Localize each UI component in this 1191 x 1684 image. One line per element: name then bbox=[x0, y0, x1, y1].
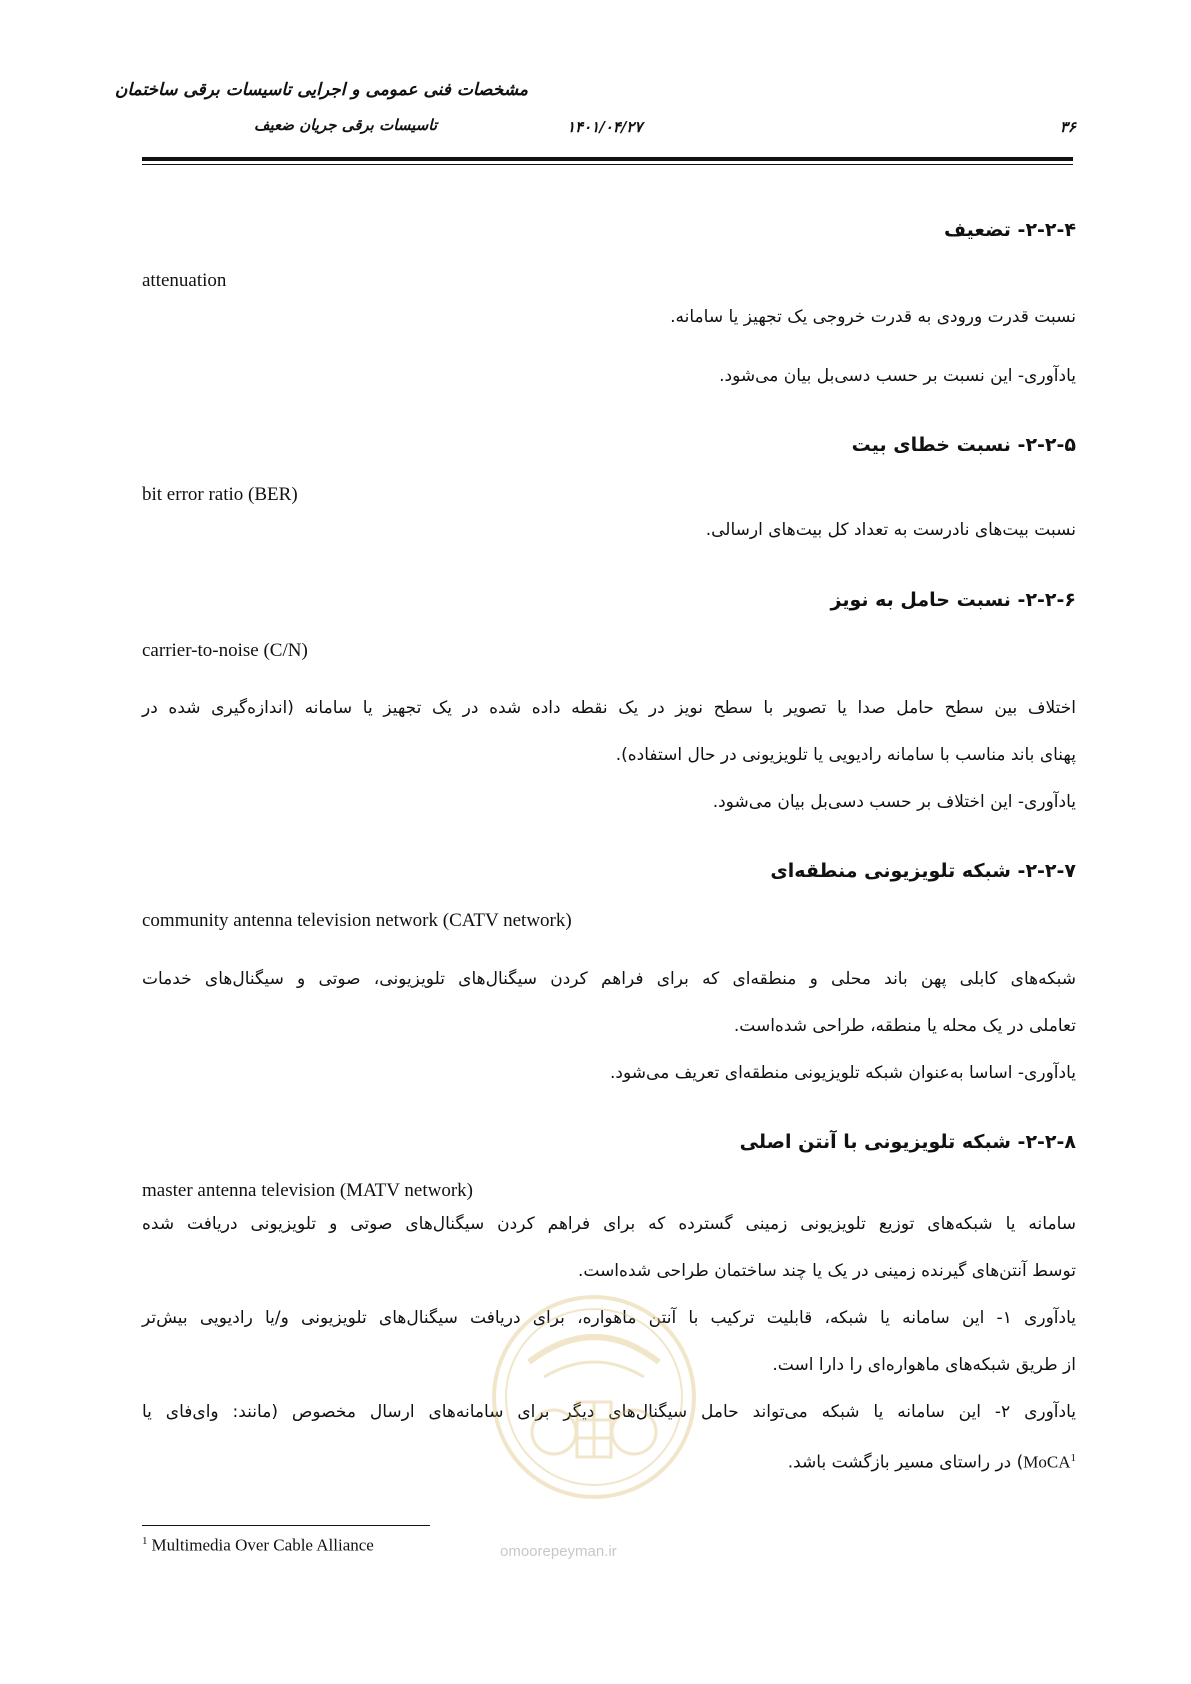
footnote-rule bbox=[142, 1525, 430, 1526]
note-line: یادآوری ۱- این سامانه یا شبکه، قابلیت ترکیب با آنتن ماهواره، برای دریافت سیگنال‌های تلویزیونی و/یا رادیویی بیش‌تر bbox=[142, 1308, 1076, 1328]
paragraph-line: اختلاف بین سطح حامل صدا یا تصویر با سطح نویز در یک نقطه داده شده در یک تجهیز یا سامانه (اندازه‌گیری شده در bbox=[142, 698, 1076, 718]
paragraph-line: نسبت قدرت ورودی به قدرت خروجی یک تجهیز یا سامانه. bbox=[670, 307, 1076, 327]
footnote bbox=[142, 1535, 374, 1556]
watermark-logo bbox=[489, 1292, 699, 1502]
document-title: مشخصات فنی عمومی و اجرایی تاسیسات برقی ساختمان bbox=[114, 80, 528, 100]
section-english-term: community antenna television network (CATV network) bbox=[142, 910, 572, 931]
section-english-term: carrier-to-noise (C/N) bbox=[142, 640, 308, 661]
paragraph-line: سامانه یا شبکه‌های توزیع تلویزیونی زمینی گسترده که برای فراهم کردن سیگنال‌های صوتی و تلویزیونی دریافت شده bbox=[142, 1214, 1076, 1234]
note-line-rest: ) در راستای مسیر بازگشت باشد. bbox=[787, 1452, 1024, 1473]
section-heading: ۲-۲-۷- شبکه تلویزیونی منطقه‌ای bbox=[770, 860, 1076, 882]
paragraph-line: تعاملی در یک محله یا منطقه، طراحی شده‌است. bbox=[733, 1016, 1076, 1036]
note-line: یادآوری- این اختلاف بر حسب دسی‌بل بیان می‌شود. bbox=[712, 792, 1076, 812]
note-line-last bbox=[788, 1452, 1076, 1473]
footnote-reference: 1 bbox=[1070, 1452, 1076, 1464]
section-heading: ۲-۲-۶- نسبت حامل به نویز bbox=[830, 589, 1076, 611]
section-heading: ۲-۲-۴- تضعیف bbox=[943, 219, 1076, 241]
paragraph-line: پهنای باند مناسب با سامانه رادیویی یا تلویزیونی در حال استفاده). bbox=[615, 745, 1076, 765]
header-rule-thin bbox=[142, 164, 1073, 165]
note-line: از طریق شبکه‌های ماهواره‌ای را دارا است. bbox=[772, 1355, 1076, 1375]
section-heading: ۲-۲-۸- شبکه تلویزیونی با آنتن اصلی bbox=[739, 1131, 1076, 1153]
note-line: یادآوری ۲- این سامانه یا شبکه می‌تواند حامل سیگنال‌های دیگر برای سامانه‌های ارسال مخصوص (مانند: وای‌فای یا bbox=[142, 1402, 1076, 1422]
moca-term: MoCA bbox=[1023, 1452, 1071, 1472]
note-line: یادآوری- این نسبت بر حسب دسی‌بل بیان می‌شود. bbox=[719, 366, 1076, 386]
section-heading: ۲-۲-۵- نسبت خطای بیت bbox=[851, 434, 1076, 456]
section-english-term: master antenna television (MATV network) bbox=[142, 1180, 474, 1201]
header-rule-thick bbox=[142, 157, 1073, 161]
watermark-url: omoorepeyman.ir bbox=[500, 1543, 617, 1560]
document-subtitle: تاسیسات برقی جریان ضعیف bbox=[253, 116, 437, 134]
paragraph-line: توسط آنتن‌های گیرنده زمینی در یک یا چند ساختمان طراحی شده‌است. bbox=[577, 1261, 1076, 1281]
section-english-term: bit error ratio (BER) bbox=[142, 484, 298, 505]
note-line: یادآوری- اساسا به‌عنوان شبکه تلویزیونی منطقه‌ای تعریف می‌شود. bbox=[610, 1063, 1076, 1083]
footnote-text: Multimedia Over Cable Alliance bbox=[151, 1535, 374, 1555]
section-english-term: attenuation bbox=[142, 270, 227, 291]
paragraph-line: شبکه‌های کابلی پهن باند محلی و منطقه‌ای که برای فراهم کردن سیگنال‌های تلویزیونی، صوتی و سیگنال‌های خدمات bbox=[142, 969, 1076, 989]
paragraph-line: نسبت بیت‌های نادرست به تعداد کل بیت‌های ارسالی. bbox=[705, 520, 1076, 540]
footnote-mark: 1 bbox=[142, 1535, 148, 1547]
document-date: ۱۴۰۱/۰۴/۲۷ bbox=[567, 118, 643, 136]
page-number: ۳۶ bbox=[1059, 118, 1076, 136]
